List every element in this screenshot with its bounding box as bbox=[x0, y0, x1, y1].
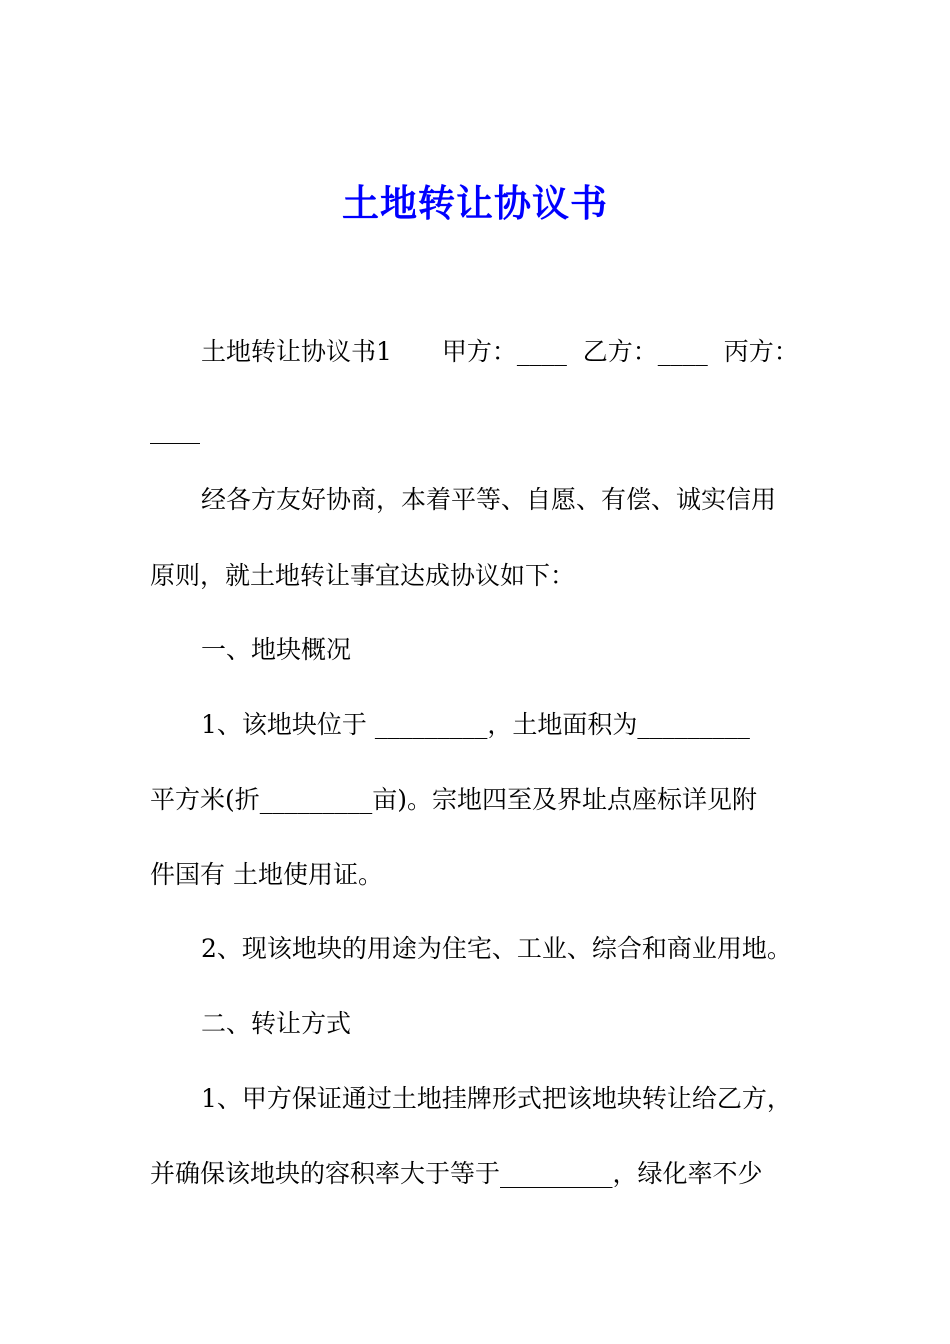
paragraph-line-plot-location: 1、该地块位于 _________，土地面积为_________ bbox=[201, 710, 750, 739]
paragraph-line-party-c-blank: ____ bbox=[150, 415, 200, 444]
paragraph-line-land-use: 2、现该地块的用途为住宅、工业、综合和商业用地。 bbox=[201, 934, 792, 963]
document-title: 土地转让协议书 bbox=[342, 181, 608, 225]
paragraph-line-transfer-guarantee: 1、甲方保证通过土地挂牌形式把该地块转让给乙方， bbox=[201, 1084, 792, 1113]
paragraph-line-parties: 土地转让协议书1 甲方：____ 乙方：____ 丙方： bbox=[201, 337, 799, 366]
section-heading-transfer-method: 二、转让方式 bbox=[201, 1009, 352, 1038]
section-heading-plot-overview: 一、地块概况 bbox=[201, 635, 352, 664]
paragraph-line-certificate: 件国有 土地使用证。 bbox=[150, 860, 383, 889]
paragraph-line-plot-ratio: 并确保该地块的容积率大于等于_________，绿化率不少 bbox=[150, 1159, 763, 1188]
paragraph-line-intro-cont: 原则，就土地转让事宜达成协议如下： bbox=[150, 561, 576, 590]
paragraph-line-plot-area: 平方米(折_________亩)。宗地四至及界址点座标详见附 bbox=[150, 785, 758, 814]
paragraph-line-intro: 经各方友好协商，本着平等、自愿、有偿、诚实信用 bbox=[201, 485, 777, 514]
